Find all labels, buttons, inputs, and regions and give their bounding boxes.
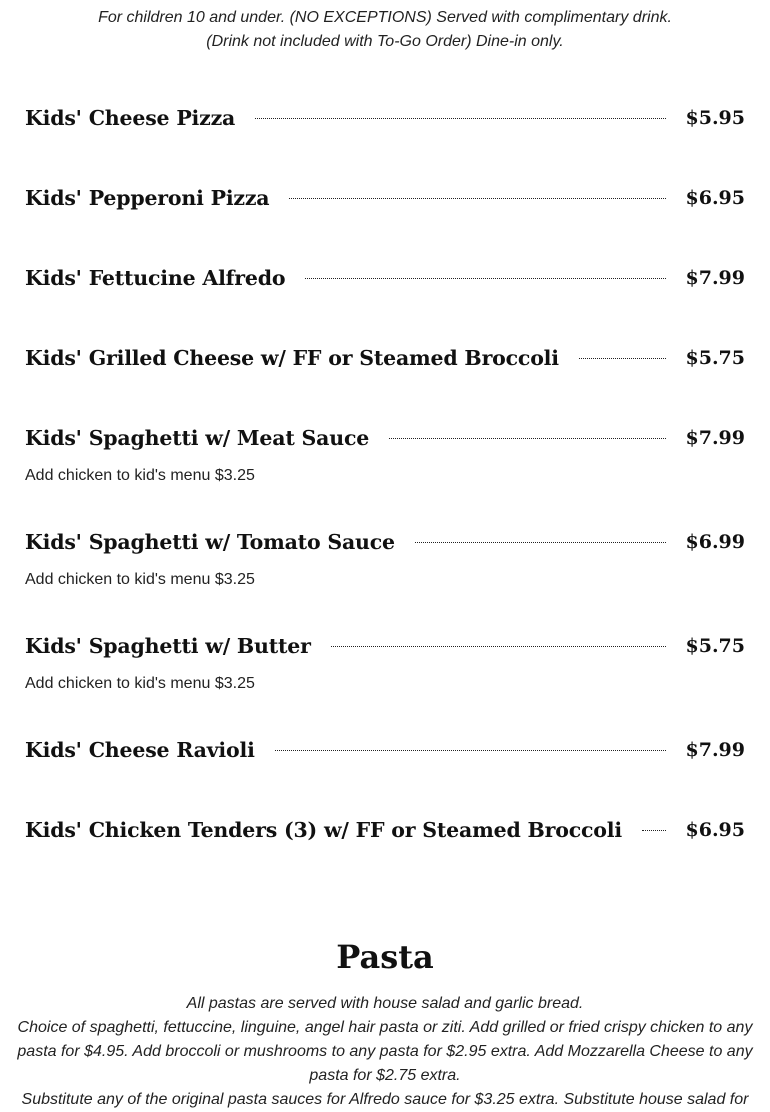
menu-item-price: $5.75 [685,347,745,369]
menu-item-price: $7.99 [685,427,745,449]
menu-item-name: Kids' Fettucine Alfredo [25,266,286,290]
menu-item-name: Kids' Spaghetti w/ Tomato Sauce [25,530,395,554]
pasta-section-description [14,992,756,1112]
dotted-leader [415,542,666,543]
dotted-leader [255,118,665,119]
kids-menu-intro [0,6,770,54]
menu-item-price: $6.99 [685,531,745,553]
dotted-leader [331,646,666,647]
menu-item-price: $7.99 [685,267,745,289]
pasta-desc-line-1: All pastas are served with house salad and garlic bread. [186,995,584,1012]
dotted-leader [305,278,665,279]
menu-item-price: $7.99 [685,739,745,761]
menu-item-name: Kids' Chicken Tenders (3) w/ FF or Steamed Broccoli [25,818,622,842]
menu-item-note: Add chicken to kid's menu $3.25 [25,675,255,692]
menu-item-name: Kids' Cheese Ravioli [25,738,255,762]
menu-item-price: $5.95 [685,107,745,129]
menu-item [25,178,745,218]
menu-item [25,338,745,378]
menu-item-name: Kids' Pepperoni Pizza [25,186,270,210]
menu-item [25,258,745,298]
dotted-leader [642,830,666,831]
menu-item [25,730,745,770]
menu-item [25,98,745,138]
menu-item-note: Add chicken to kid's menu $3.25 [25,467,255,484]
dotted-leader [389,438,665,439]
menu-item [25,810,745,850]
dotted-leader [289,198,665,199]
menu-item-price: $6.95 [685,187,745,209]
menu-item-name: Kids' Grilled Cheese w/ FF or Steamed Broccoli [25,346,559,370]
menu-item [25,522,745,590]
pasta-section-title: Pasta [336,938,434,976]
intro-line-2: (Drink not included with To-Go Order) Dine-in only. [206,33,564,50]
intro-line-1: For children 10 and under. (NO EXCEPTIONS) Served with complimentary drink. [98,9,672,26]
menu-item-price: $5.75 [685,635,745,657]
menu-item-name: Kids' Spaghetti w/ Butter [25,634,311,658]
pasta-desc-line-3: Substitute any of the original pasta sauces for Alfredo sauce for $3.25 extra. Substitute house salad for [21,1091,749,1108]
menu-item [25,418,745,486]
dotted-leader [275,750,666,751]
dotted-leader [579,358,666,359]
menu-item-name: Kids' Cheese Pizza [25,106,236,130]
menu-item [25,626,745,694]
pasta-desc-line-2: Choice of spaghetti, fettuccine, linguine, angel hair pasta or ziti. Add grilled or fried crispy chicken to any pasta for $4.95. Add broccoli or mushrooms to any pasta for $2.95 extra. Add Mozzarella Cheese to any pasta for $2.75 extra. [17,1019,753,1084]
menu-item-price: $6.95 [685,819,745,841]
menu-item-name: Kids' Spaghetti w/ Meat Sauce [25,426,370,450]
menu-item-note: Add chicken to kid's menu $3.25 [25,571,255,588]
